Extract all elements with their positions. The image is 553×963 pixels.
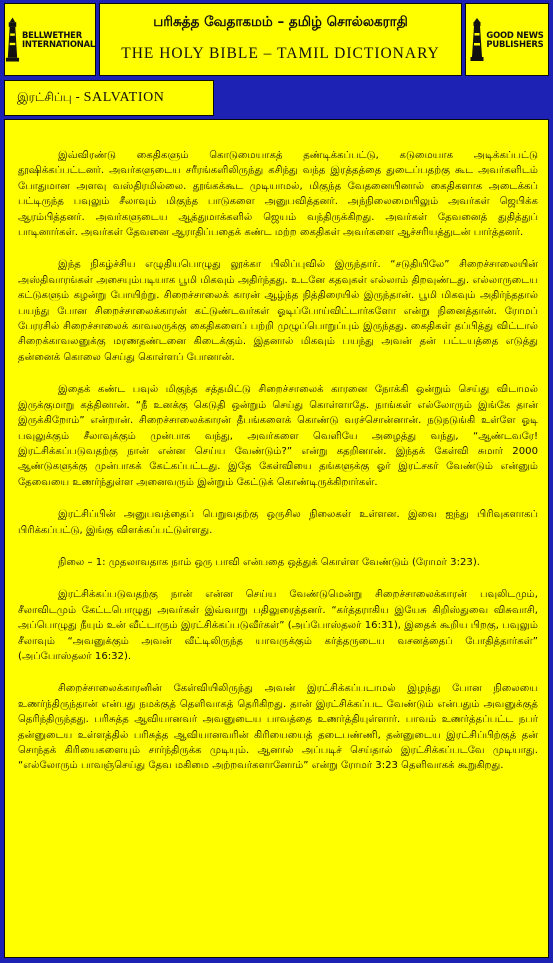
good-news-logo-line2: PUBLISHERS	[486, 38, 544, 49]
paragraph: சிறைச்சாலைக்காரனின் கேள்வியிலிருந்து அவன் இரட்சிக்கப்படாமல் இழந்து போன நிலையை உணர்ந்திருந்தான் என்பது நமக்குத் தெளிவாகத் தெரிகிறது. தான் இரட்சிக்கப்பட வேண்டும் என்பதும் அவனுக்குத் தெரிந்திருந்தது. பரிசுத்த ஆவியானவர் அவனுடைய பாவத்தை உணர்த்தியுள்ளார். பாவம் உணர்த்தப்பட்ட நபர் தன்னுடைய உள்ளத்தில் பரிசுத்த ஆவியானவரின் கிரியையைத் தடைபண்ணி, தன்னுடைய இரட்சிப்பிற்குத் தன் சொந்தக் கிரியைகளையும் சார்ந்திருக்க முடியும். ஆனால் அப்படிச் செய்தால் இரட்சிக்கப்படவே முடியாது. “எல்லோரும் பாவஞ்செய்து தேவ மகிமை அற்றவர்களானோம்” என்று ரோமர் 3:23 தெளிவாகக் கூறுகிறது.	[18, 683, 538, 772]
section-title	[17, 90, 165, 106]
title-tamil: பரிசுத்த வேதாகமம் – தமிழ் சொல்லகராதி	[153, 14, 408, 30]
title-english: THE HOLY BIBLE – TAMIL DICTIONARY	[121, 45, 440, 62]
bellwether-logo-text	[22, 31, 95, 49]
paragraph: இதைக் கண்ட பவுல் மிகுந்த சத்தமிட்டு சிறைச்சாலைக் காரனை நோக்கி ஒன்றும் செய்து விடாமல் இருக்குமாறு கத்தினான். “நீ உனக்கு கெடுதி ஒன்றும் செய்து கொள்ளாதே. நாங்கள் எல்லோரும் இங்கே தான் இருக்கிறோம்” என்றான். சிறைச்சாலைக்காரன் தீபங்களைக் கொண்டு வரச்சொன்னான். நடுநடுங்கி உள்ளே ஓடி பவுலுக்கும் சீலாவுக்கும் முன்பாக வந்து, அவர்களை வெளியே அழைத்து வந்து, “ஆண்டவரே! இரட்சிக்கப்படுவதற்கு நான் என்ன செய்ய வேண்டும்?” என்று கதறினான். இந்தக் கேள்வி சுமார் 2000 ஆண்டுகளுக்கு முன்பாகக் கேட்கப்பட்டது. இதே கேள்வியை தங்களுக்கு ஓர் இரட்சகர் வேண்டும் என்னும் தேவையை உணர்ந்துள்ள அனைவரும் இன்றும் கேட்டுக் கொண்டிருக்கிறார்கள்.	[18, 384, 538, 488]
lighthouse-icon	[470, 17, 484, 63]
paragraph: இவ்விரண்டு கைதிகளும் கொடுமையாகத் தண்டிக்கப்பட்டு, கடுமையாக அடிக்கப்பட்டு தூஷிக்கப்பட்டனர். அவர்களுடைய சரீரங்களிலிருந்து கசிந்து வந்த இரத்தத்தை துடைப்பதற்கு கூட அவர்களிடம் போதுமான அளவு வஸ்திரமில்லை. தூங்கக்கூட முடியாமல், மிகுந்த வேதனையினால் கைதிகளாக அடைக்கப் பட்டிருந்த பவுலும் சீலாவும் மிகுந்த பாடுகளை அனுபவித்தனர். அந்நிலைமையிலும் அவர்கள் ஜெபிக்க ஆரம்பித்தனர். அவர்களுடைய ஆத்துமாக்களில் ஜெயம் வந்திருக்கிறது. அவர்கள் தேவனைத் துதித்துப் பாடினார்கள். அவர்கள் தேவனை ஆராதிப்பதைக் கண்ட மற்ற கைதிகள் அவர்களை ஆச்சரியத்துடன் பார்த்தனர்.	[18, 150, 538, 239]
bellwether-logo-line1: BELLWETHER	[21, 29, 82, 40]
good-news-logo-text	[486, 31, 543, 49]
good-news-logo-line1: GOOD NEWS	[486, 29, 544, 40]
paragraph: இரட்சிக்கப்படுவதற்கு நான் என்ன செய்ய வேண்டுமென்று சிறைச்சாலைக்காரன் பவுலிடமும், சீலாவிடமும் கேட்டபொழுது அவர்கள் இவ்வாறு பதிலுரைத்தனர். “கர்த்தராகிய இயேசு கிறிஸ்துவை விசுவாசி, அப்பொழுது நீயும் உன் வீட்டாரும் இரட்சிக்கப்படுவீர்கள்” (அப்போஸ்தலர் 16:31), இதைக் கூறிய பிறகு, பவுலும் சீலாவும் “அவனுக்கும் அவன் வீட்டிலிருந்த யாவருக்கும் கர்த்தருடைய வசனத்தைப் போதித்தார்கள்” (அப்போஸ்தலர் 16:32).	[18, 589, 538, 662]
article-content	[18, 148, 538, 791]
paragraph: நிலை – 1: முதலாவதாக நாம் ஒரு பாவி என்பதை ஒத்துக் கொள்ள வேண்டும் (ரோமர் 3:23).	[58, 556, 480, 568]
bellwether-logo-line2: INTERNATIONAL	[21, 38, 95, 49]
article-body	[4, 119, 549, 958]
section-title-tamil: இரட்சிப்பு	[17, 90, 72, 104]
section-title-english: SALVATION	[83, 90, 165, 105]
title-banner	[99, 3, 462, 76]
section-title-separator: -	[71, 90, 84, 104]
lighthouse-icon	[5, 15, 20, 65]
paragraph: இந்த நிகழ்ச்சிய எழுதியபொழுது லூக்கா பிலிப்புவில் இருந்தார். “சடுதியிலே” சிறைச்சாலையின் அஸ்திவாரங்கள் அசையும்படியாக பூமி மிகவும் அதிர்ந்தது. உடனே கதவுகள் எல்லாம் திறவுண்டது. எல்லாருடைய கட்டுகளும் கழன்று போயிற்று. சிறைச்சாலைக் காரன் ஆழ்ந்த நித்திரையில் இருந்தான். பூமி மிகவும் அதிர்ந்ததால் பயந்து போன சிறைச்சாலைக்காரன் கட்டுண்டவர்கள் ஓடிப்போய்விட்டார்களோ என்று நினைத்தான். ரோமப் பேரரசில் சிறைச்சாலைக் காவலருக்கு கைதிகளைப் பற்றி முழுப்பொறுப்பும் இருந்தது. கைதிகள் தப்பித்து விட்டால் சிறைக்காவலனுக்கு மரணதண்டனை கிடைக்கும். இதனால் மிகவும் பயந்து அவன் தன் பட்டயத்தை எடுத்து தன்னைக் கொலை செய்து கொள்ளப் போனான்.	[18, 259, 538, 363]
bellwether-logo-box	[4, 3, 96, 76]
good-news-logo-box	[465, 3, 549, 76]
section-header	[4, 80, 214, 116]
paragraph: இரட்சிப்பின் அனுபவத்தைப் பெறுவதற்கு ஒருசில நிலைகள் உள்ளன. இவை ஐந்து பிரிவுகளாகப் பிரிக்கப்பட்டு, இங்கு விளக்கப்பட்டுள்ளது.	[18, 509, 538, 536]
